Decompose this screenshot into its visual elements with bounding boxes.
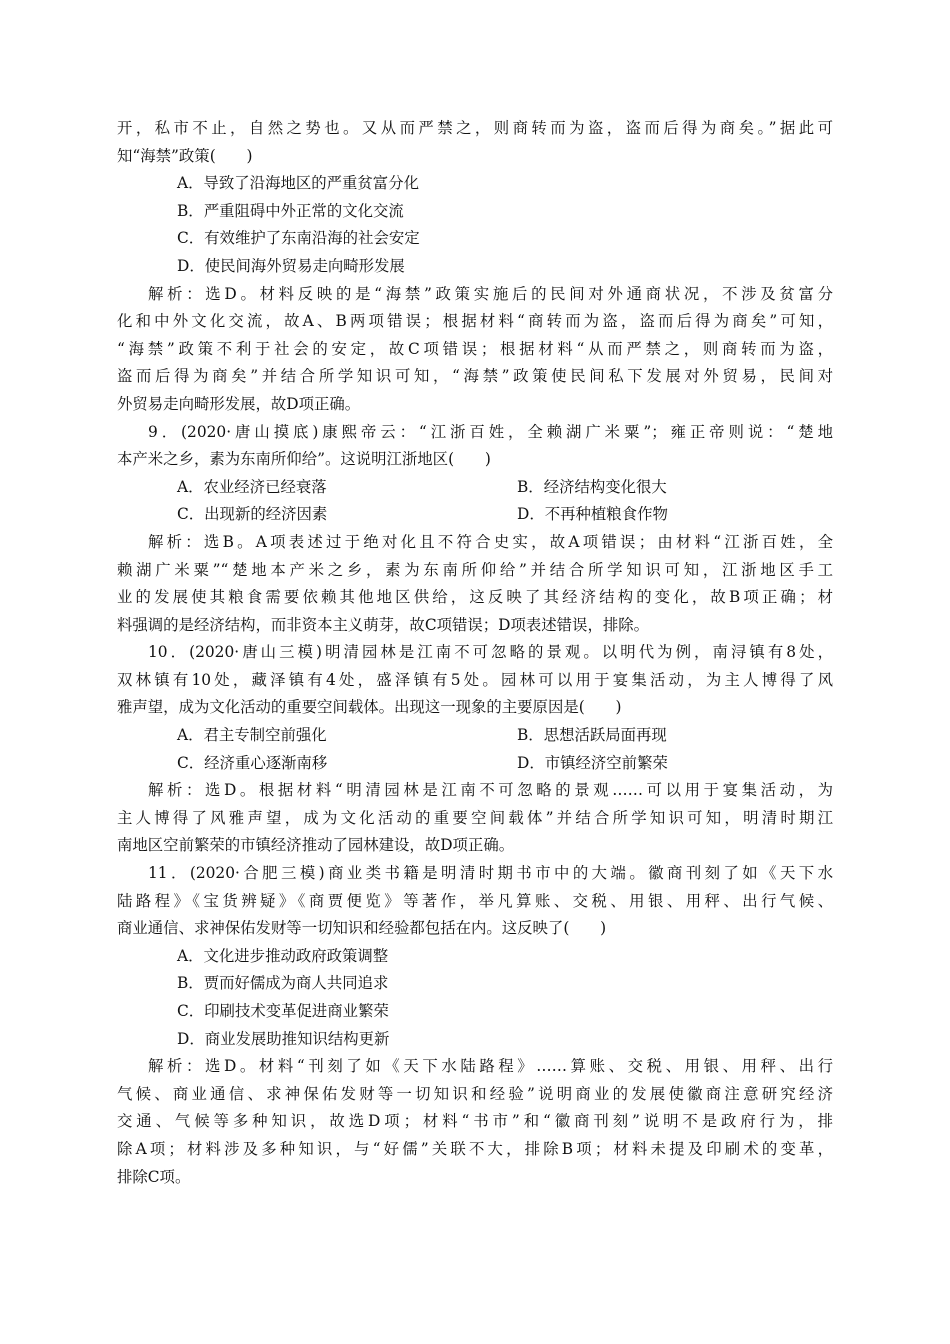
analysis-line: 化和中外文化交流，故A、B两项错误；根据材料“商转而为盗，盗而后得为商矣”可知，: [117, 312, 833, 331]
analysis-line: 除A项；材料涉及多种知识，与“好儒”关联不大，排除B项；材料未提及印刷术的变革，: [117, 1139, 833, 1158]
question-stem-line: 10．(2020·唐山三模)明清园林是江南不可忽略的景观。以明代为例，南浔镇有8处，: [148, 643, 833, 662]
option-c: C．印刷技术变革促进商业繁荣: [177, 1002, 389, 1020]
question-stem-line: 知“海禁”政策( ): [117, 146, 253, 165]
options-row: [117, 474, 833, 502]
question-stem-line: 11．(2020·合肥三模)商业类书籍是明清时期书市中的大端。徽商刊刻了如《天下水: [148, 864, 833, 883]
analysis-line: 解析：选B。A项表述过于绝对化且不符合史实，故A项错误；由材料“江浙百姓，全: [148, 532, 833, 551]
option-d: D．使民间海外贸易走向畸形发展: [177, 256, 405, 275]
option-c: C．经济重心逐渐南移: [177, 753, 328, 772]
document-body: [117, 115, 833, 1191]
option-b: B．思想活跃局面再现: [517, 726, 667, 745]
analysis-line: 业的发展使其粮食需要依赖其他地区供给，这反映了其经济结构的变化，故B项正确；材: [117, 588, 833, 607]
option-a: A．导致了沿海地区的严重贫富分化: [177, 174, 419, 193]
option-c: C．出现新的经济因素: [177, 505, 328, 524]
question-stem-line: 开，私市不止，自然之势也。又从而严禁之，则商转而为盗，盗而后得为商矣。”据此可: [117, 119, 833, 137]
question-stem-line: 双林镇有10处，藏泽镇有4处，盛泽镇有5处。园林可以用于宴集活动，为主人博得了风: [117, 670, 833, 689]
option-c: C．有效维护了东南沿海的社会安定: [177, 229, 420, 248]
options-row: [117, 501, 833, 529]
analysis-line: 盗而后得为商矣”并结合所学知识可知，“海禁”政策使民间私下发展对外贸易，民间对: [117, 367, 833, 386]
analysis-line: 解析：选D。根据材料“明清园林是江南不可忽略的景观……可以用于宴集活动，为: [148, 781, 833, 800]
analysis-line: 解析：选D。材料“刊刻了如《天下水陆路程》……算账、交税、用银、用秤、出行: [148, 1057, 833, 1076]
analysis-line: 料强调的是经济结构，而非资本主义萌芽，故C项错误；D项表述错误，排除。: [117, 615, 650, 634]
option-a: A．农业经济已经衰落: [177, 477, 327, 496]
analysis-line: 外贸易走向畸形发展，故D项正确。: [117, 394, 361, 413]
analysis-line: 主人博得了风雅声望，成为文化活动的重要空间载体”并结合所学知识可知，明清时期江: [117, 808, 833, 827]
option-a: A．文化进步推动政府政策调整: [177, 946, 389, 965]
question-10: [117, 639, 833, 860]
question-9: [117, 419, 833, 640]
analysis-line: 解析：选D。材料反映的是“海禁”政策实施后的民间对外通商状况，不涉及贫富分: [148, 284, 833, 303]
option-b: B．经济结构变化很大: [517, 477, 667, 496]
question-stem-line: 本产米之乡，素为东南所仰给”。这说明江浙地区( ): [117, 450, 491, 469]
question-stem-line: 9．(2020·唐山摸底)康熙帝云：“江浙百姓，全赖湖广米粟”；雍正帝则说：“楚地: [148, 422, 833, 441]
analysis-line: 交通、气候等多种知识，故选D项；材料“书市”和“徽商刊刻”说明不是政府行为，排: [117, 1112, 833, 1131]
question-8: [117, 115, 833, 419]
analysis-line: “海禁”政策不利于社会的安定，故C项错误；根据材料“从而严禁之，则商转而为盗，: [117, 339, 833, 358]
question-stem-line: 陆路程》《宝货辨疑》《商贾便览》等著作，举凡算账、交税、用银、用秤、出行气候、: [117, 891, 833, 910]
options-row: [117, 750, 833, 778]
question-stem-line: 商业通信、求神保佑发财等一切知识和经验都包括在内。这反映了( ): [117, 919, 607, 938]
question-stem-line: 雅声望，成为文化活动的重要空间载体。出现这一现象的主要原因是( ): [117, 698, 622, 717]
analysis-line: 赖湖广米粟”“楚地本产米之乡，素为东南所仰给”并结合所学知识可知，江浙地区手工: [117, 560, 833, 579]
option-d: D．不再种植粮食作物: [517, 505, 668, 524]
question-11: [117, 860, 833, 1191]
option-d: D．商业发展助推知识结构更新: [177, 1029, 390, 1048]
options-row: [117, 722, 833, 750]
analysis-line: 排除C项。: [117, 1167, 191, 1186]
option-b: B．贾而好儒成为商人共同追求: [177, 974, 389, 993]
option-a: A．君主专制空前强化: [177, 726, 327, 745]
option-d: D．市镇经济空前繁荣: [517, 753, 668, 772]
analysis-line: 南地区空前繁荣的市镇经济推动了园林建设，故D项正确。: [117, 836, 515, 855]
analysis-line: 气候、商业通信、求神保佑发财等一切知识和经验”说明商业的发展使徽商注意研究经济: [117, 1084, 833, 1103]
option-b: B．严重阻碍中外正常的文化交流: [177, 201, 404, 220]
